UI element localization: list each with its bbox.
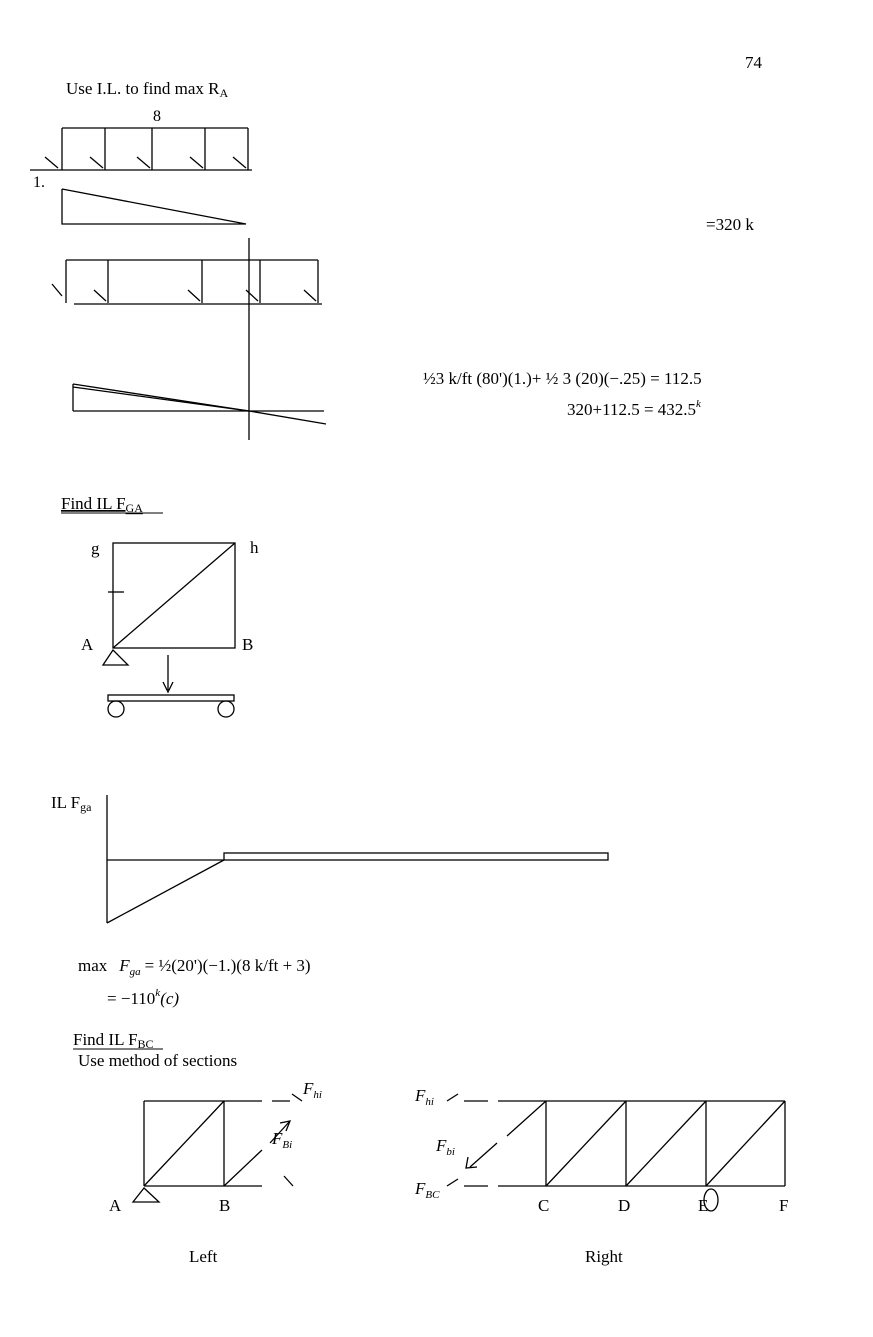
- node-a: A: [81, 635, 94, 654]
- section3-subheading: Use method of sections: [78, 1051, 238, 1070]
- load-diagram-1: [30, 128, 252, 170]
- il-triangle-1: [62, 189, 246, 224]
- il-fga-diagram: [107, 795, 608, 923]
- right-fbc-label: $F_{BC}$: [415, 1179, 440, 1201]
- left-node-a: A: [109, 1196, 122, 1215]
- right-node-d: D: [618, 1196, 631, 1215]
- il-diagram-2: [73, 384, 326, 424]
- page-number: 74: [745, 53, 762, 72]
- section3-heading: Find IL FBC: [73, 1030, 154, 1051]
- load-intensity-label: 8: [153, 108, 161, 125]
- il-fga-label: IL Fga: [51, 793, 92, 814]
- left-fbi-label: $F_{Bi}$: [272, 1129, 293, 1151]
- right-node-c: C: [538, 1196, 550, 1215]
- right-fhi-label: $F_{hi}$: [415, 1086, 434, 1108]
- load-diagram-2: [52, 260, 322, 304]
- right-node-f: F: [779, 1196, 789, 1215]
- max-fga-equation: $\max F_{ga}$ = ½(20')(−1.)(8 k/ft + 3): [78, 956, 311, 978]
- section1-heading: Use I.L. to find max RA: [66, 79, 229, 100]
- node-h: h: [250, 538, 259, 557]
- left-node-b: B: [219, 1196, 231, 1215]
- result-320: =320 k: [706, 215, 754, 234]
- left-free-body: [133, 1094, 302, 1202]
- node-b: B: [242, 635, 254, 654]
- node-g: g: [91, 539, 100, 558]
- right-node-e: E: [698, 1196, 709, 1215]
- equation-1: ½3 k/ft (80')(1.)+ ½ 3 (20)(−.25) = 112.5: [423, 369, 702, 388]
- left-fhi-label: $F_{hi}$: [303, 1079, 322, 1101]
- right-free-body: [447, 1094, 785, 1211]
- left-caption: Left: [189, 1247, 218, 1266]
- section2-heading: Find IL FGA: [61, 494, 143, 515]
- right-fbi-label: $F_{bi}$: [436, 1136, 455, 1158]
- equation-2: $320+112.5 = 432.5^k$: [567, 398, 701, 419]
- right-caption: Right: [585, 1247, 623, 1266]
- truss-panel: [103, 543, 235, 717]
- item-number: 1.: [33, 174, 45, 191]
- max-fga-result: = $-110^k(c)$: [107, 987, 180, 1008]
